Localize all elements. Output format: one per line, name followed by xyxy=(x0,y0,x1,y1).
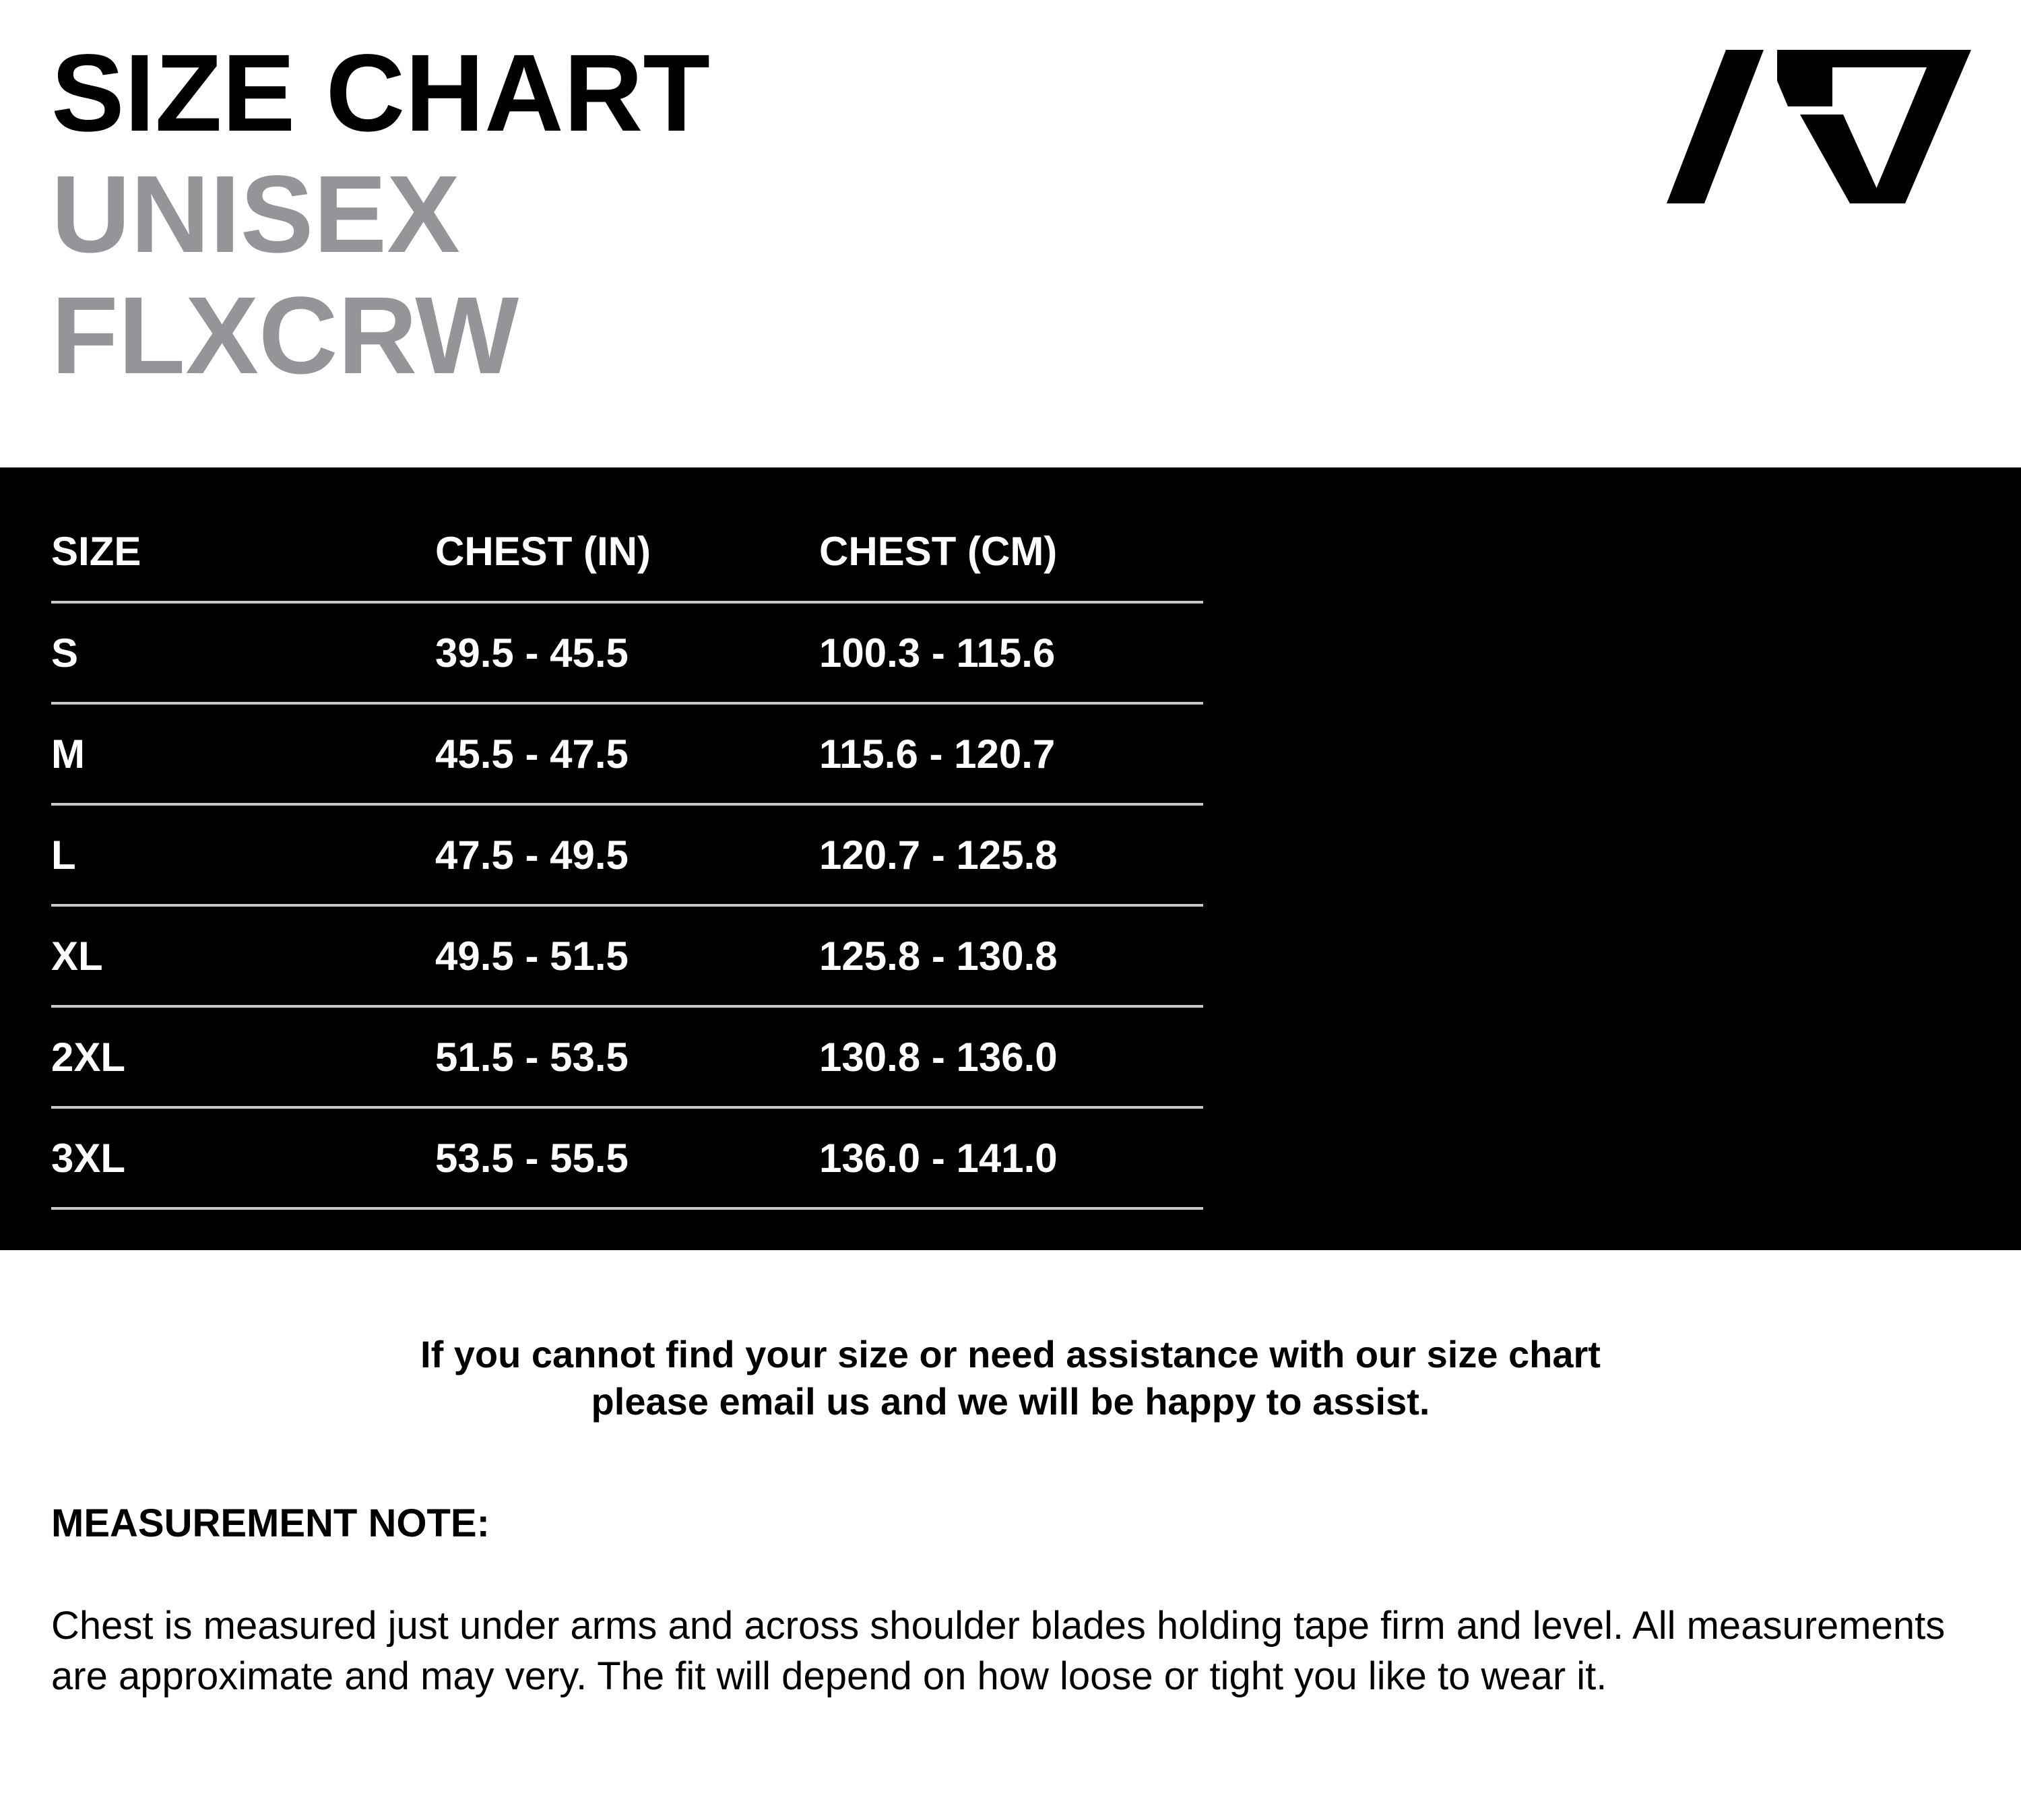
subtitle-product: FLXCRW xyxy=(51,273,519,397)
header-chest-in: CHEST (IN) xyxy=(435,501,819,602)
measurement-note-heading: MEASUREMENT NOTE: xyxy=(51,1501,490,1545)
cell-size: L xyxy=(51,804,435,905)
table-header-row xyxy=(51,501,1203,602)
cell-size: 3XL xyxy=(51,1107,435,1208)
assistance-line-1: If you cannot find your size or need assistance with our size chart xyxy=(420,1333,1601,1375)
cell-chest-cm: 120.7 - 125.8 xyxy=(819,804,1203,905)
cell-chest-in: 53.5 - 55.5 xyxy=(435,1107,819,1208)
cell-chest-in: 51.5 - 53.5 xyxy=(435,1006,819,1107)
cell-size: 2XL xyxy=(51,1006,435,1107)
table-row xyxy=(51,703,1203,804)
size-table xyxy=(51,501,1203,1210)
cell-chest-cm: 100.3 - 115.6 xyxy=(819,602,1203,703)
table-row xyxy=(51,1006,1203,1107)
measurement-note-body: Chest is measured just under arms and across shoulder blades holding tape firm and level. All measurements are approximate and may very. The fit will depend on how loose or tight you like to wear it. xyxy=(51,1604,1946,1698)
assistance-line-2: please email us and we will be happy to assist. xyxy=(591,1380,1430,1423)
assistance-message xyxy=(0,1331,2021,1425)
cell-size: M xyxy=(51,703,435,804)
cell-chest-in: 49.5 - 51.5 xyxy=(435,905,819,1006)
cell-chest-cm: 125.8 - 130.8 xyxy=(819,905,1203,1006)
page-title: SIZE CHART xyxy=(51,31,710,154)
cell-chest-in: 39.5 - 45.5 xyxy=(435,602,819,703)
subtitle-gender: UNISEX xyxy=(51,152,460,275)
table-row xyxy=(51,905,1203,1006)
table-row xyxy=(51,804,1203,905)
cell-chest-cm: 115.6 - 120.7 xyxy=(819,703,1203,804)
cell-size: XL xyxy=(51,905,435,1006)
cell-chest-cm: 130.8 - 136.0 xyxy=(819,1006,1203,1107)
title-block xyxy=(51,32,710,396)
header-chest-cm: CHEST (CM) xyxy=(819,501,1203,602)
cell-chest-cm: 136.0 - 141.0 xyxy=(819,1107,1203,1208)
brand-logo-icon xyxy=(1667,50,1971,203)
cell-size: S xyxy=(51,602,435,703)
table-row xyxy=(51,1107,1203,1208)
header-size: SIZE xyxy=(51,501,435,602)
cell-chest-in: 47.5 - 49.5 xyxy=(435,804,819,905)
size-table-band xyxy=(0,467,2021,1250)
table-row xyxy=(51,602,1203,703)
cell-chest-in: 45.5 - 47.5 xyxy=(435,703,819,804)
